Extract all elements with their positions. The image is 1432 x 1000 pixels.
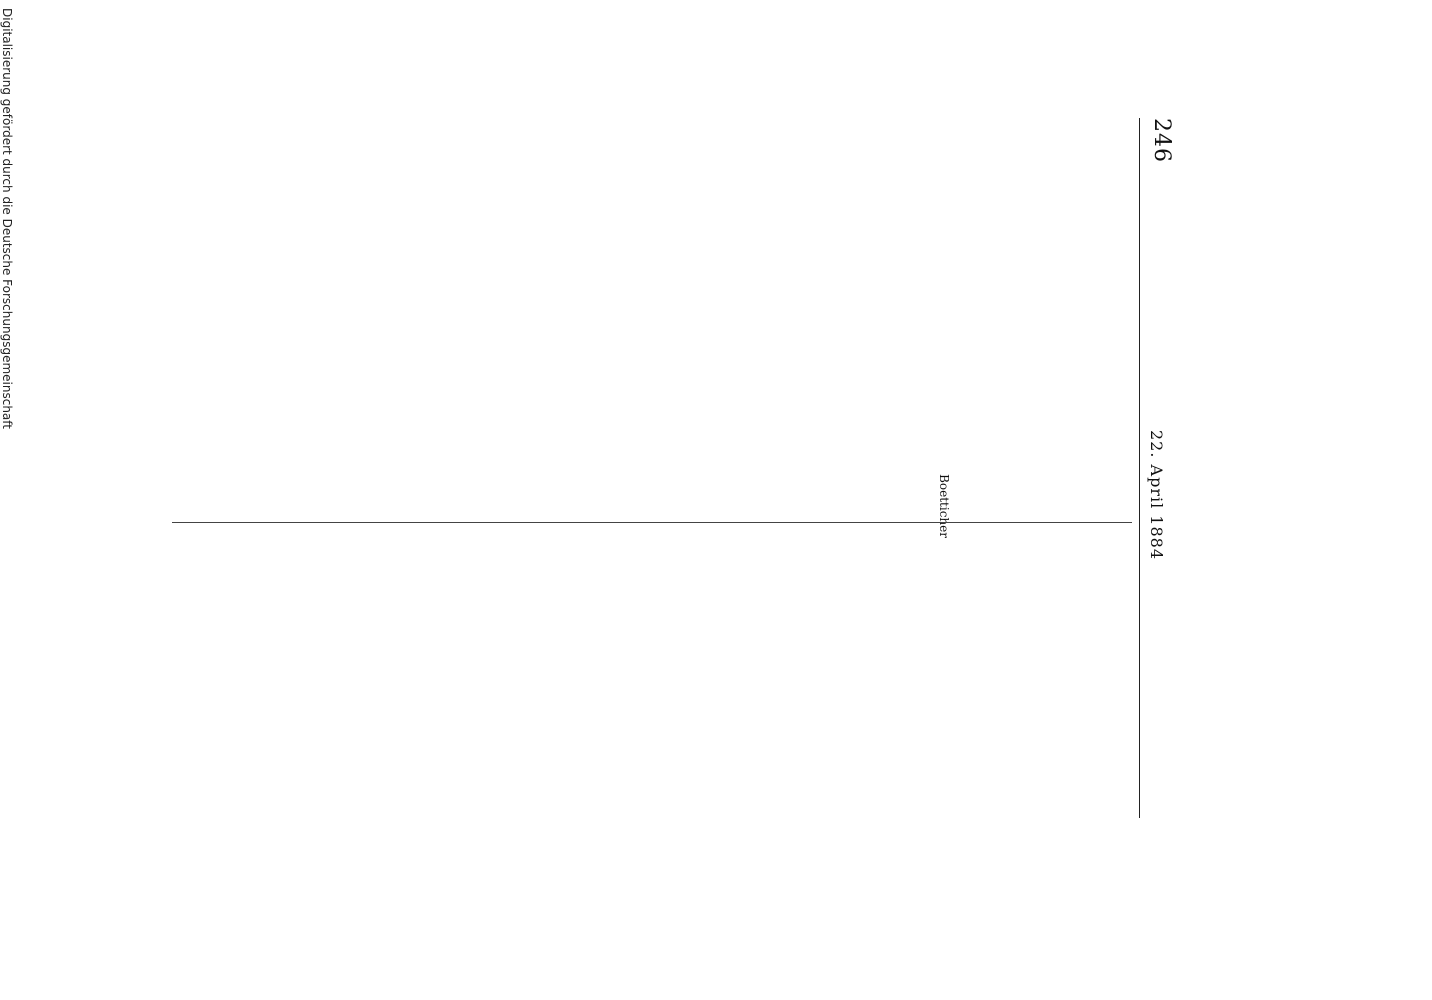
column-divider bbox=[172, 522, 1132, 523]
text-line bbox=[987, 532, 1001, 952]
right-column bbox=[226, 532, 1126, 952]
signature: Boetticher bbox=[937, 474, 951, 538]
text-line bbox=[912, 532, 926, 952]
text-line bbox=[1087, 118, 1101, 538]
text-line bbox=[812, 118, 826, 538]
text-line bbox=[962, 118, 976, 538]
text-line bbox=[1062, 532, 1076, 952]
text-line bbox=[887, 532, 901, 952]
text-line bbox=[1112, 118, 1126, 538]
text-line bbox=[1037, 532, 1051, 952]
text-line bbox=[737, 118, 751, 538]
text-line bbox=[1112, 532, 1126, 952]
text-line bbox=[787, 118, 801, 538]
text-line bbox=[962, 532, 976, 952]
text-line bbox=[862, 532, 876, 952]
text-line bbox=[937, 532, 951, 952]
text-line bbox=[912, 118, 926, 538]
digitization-credit: Digitalisierung gefördert durch die Deutsche Forschungsgemeinschaft bbox=[0, 8, 14, 430]
text-line bbox=[1087, 532, 1101, 952]
text-line bbox=[762, 118, 776, 538]
text-line bbox=[737, 532, 751, 952]
text-line bbox=[1012, 532, 1026, 952]
page-number: 246 bbox=[1149, 118, 1174, 163]
left-column bbox=[226, 118, 1126, 538]
header-rule bbox=[1139, 118, 1140, 818]
text-line bbox=[987, 118, 1001, 538]
text-line bbox=[787, 532, 801, 952]
text-line bbox=[1062, 118, 1076, 538]
text-line bbox=[837, 118, 851, 538]
running-head: 22. April 1884 bbox=[1147, 430, 1166, 561]
text-line bbox=[862, 118, 876, 538]
text-line bbox=[812, 532, 826, 952]
text-line bbox=[837, 532, 851, 952]
text-line bbox=[762, 532, 776, 952]
text-line bbox=[1012, 118, 1026, 538]
text-line bbox=[887, 118, 901, 538]
text-line bbox=[1037, 118, 1051, 538]
